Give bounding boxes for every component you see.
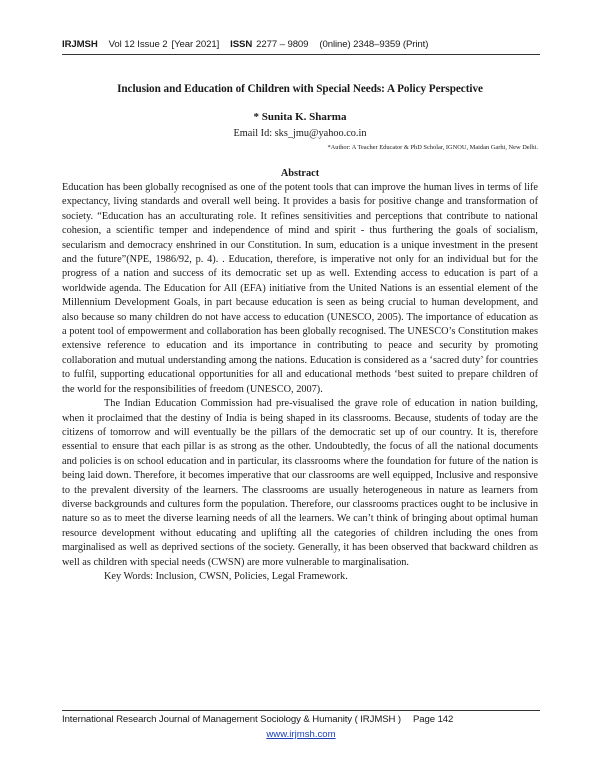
author-email: Email Id: sks_jmu@yahoo.co.in <box>233 128 367 139</box>
abstract-paragraph-2: The Indian Education Commission had pre-visualised the grave role of education in nation building, when it proclaimed that the destiny of India is being shaped in its classrooms. Because, students of today are the citizens of tomorrow and will eventually be the pillars of the democratic set up of our country. It is, therefore essential to ensure that each pillar is as strong as the other. Undoubtedly, the focus of all the national documents and policies is on school education and in particular, its classrooms where the foundation for future of the nation is being laid down. Therefore, it becomes imperative that our classrooms are well equipped, Inclusive and responsive to the prevalent diversity of the learners. The classrooms are usually heterogeneous in nature as learners from diverse backgrounds and cultures form the population. Therefore, our classrooms practices ought to be inclusive in nature so as to meet the diverse learning needs of all the learners. We can’t think of bringing about optimal human resource development without educating and uplifting all the categories of children including the ones from marginalised as well as deprived sections of the society. Generally, it has been observed that backward children as well as children with special needs (CWSN) are more vulnerable to marginalisation. <box>62 398 538 568</box>
publication-year: [Year 2021] <box>171 39 220 50</box>
paper-title: Inclusion and Education of Children with Special Needs: A Policy Perspective <box>117 83 483 95</box>
abstract-heading: Abstract <box>280 168 320 179</box>
journal-website-link[interactable]: www.irjmsh.com <box>266 729 336 740</box>
abstract-paragraph-1: Education has been globally recognised as one of the potent tools that can improve the human lives in terms of life expectancy, living standards and overall well being. It provides a basis for positive change and transformation of society. “Education has an acculturating role. It refines sensitivities and perceptions that contribute to national cohesion, a scientific temper and independence of mind and spirit - thus furthering the goals of socialism, secularism and democracy enshrined in our Constitution. In sum, education is a unique investment in the present and the future”(NPE, 1986/92, p. 4). . Education, therefore, is imperative not only for an individual but for the progress of a nation and success of its democratic set up as well. Extending access to education is part of a worldwide agenda. The Education for All (EFA) initiative from the United Nations is an essential element of the Millennium Development Goals, in part because education is seen as being crucial to human development, and also because so many children do not have access to education (UNESCO, 2005). The importance of education as a potent tool of empowerment and collaboration has been globally recognised. The UNESCO’s Constitution makes extensive reference to education and its importance in contributing to peace and security by promoting collaboration and mutual understanding among the nations. Education is considered as a ‘sacred duty’ for countries to fulfil, supporting educational opportunities for all and educational methods ‘best suited to prepare children of the world for the responsibilities of freedom (UNESCO, 2007). <box>62 182 538 395</box>
keywords: Key Words: Inclusion, CWSN, Policies, Legal Framework. <box>104 570 348 582</box>
page-number: Page 142 <box>413 714 454 725</box>
running-footer <box>62 714 540 725</box>
header-divider <box>62 54 540 55</box>
abstract-body <box>62 181 538 584</box>
author-name: * Sunita K. Sharma <box>253 111 347 123</box>
volume-issue: Vol 12 Issue 2 <box>108 39 168 50</box>
author-affiliation: *Author: A Teacher Educator & PhD Scholar, IGNOU, Maidan Garhi, New Delhi. <box>327 144 538 151</box>
issn-online: (0nline) 2348–9359 (Print) <box>319 39 429 50</box>
footer-journal-name: International Research Journal of Management Sociology & Humanity ( IRJMSH ) <box>62 714 401 725</box>
footer-divider <box>62 710 540 711</box>
issn-print: 2277 – 9809 <box>256 39 309 50</box>
running-header <box>62 39 542 50</box>
issn-label: ISSN <box>230 39 253 50</box>
journal-abbreviation: IRJMSH <box>62 39 98 50</box>
